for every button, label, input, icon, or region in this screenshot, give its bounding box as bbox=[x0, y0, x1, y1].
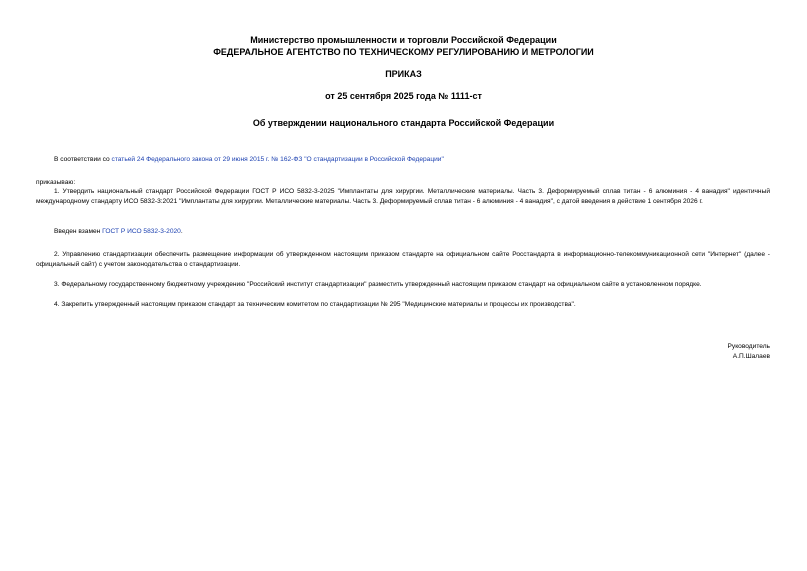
item-1-paragraph: 1. Утвердить национальный стандарт Российской Федерации ГОСТ Р ИСО 5832-3-2025 "Имплантаты для хирургии. Металлические материалы. Часть 3. Деформируемый сплав титан - 6 алюминия - 4 ванадия" идентичный международному стандарту ИСО 5832-3:2021 "Имплантаты для хирургии. Металлические материалы. Часть 3. Деформируемый сплав титан - 6 алюминия - 4 ванадия", с датой введения в действие 1 сентября 2026 г. bbox=[36, 188, 770, 205]
date-number: от 25 сентября 2025 года № 1111-ст bbox=[325, 91, 482, 101]
item-4-paragraph: 4. Закрепить утвержденный настоящим приказом стандарт за техническим комитетом по стандартизации № 295 "Медицинские материалы и процессы их производства". bbox=[54, 301, 576, 308]
ministry-title: Министерство промышленности и торговли Российской Федерации bbox=[250, 35, 557, 45]
item-2-paragraph: 2. Управлению стандартизации обеспечить размещение информации об утвержденном настоящим приказом стандарте на официальном сайте Росстандарта в информационно-телекоммуникационной сети "Интернет" (далее - официальный сайт) с учетом законодательства о стандартизации. bbox=[36, 251, 770, 268]
replacement-paragraph bbox=[36, 227, 770, 237]
doc-type-title: ПРИКАЗ bbox=[385, 69, 422, 79]
replace-prefix: Введен взамен bbox=[54, 228, 103, 235]
item-3-paragraph: 3. Федеральному государственному бюджетному учреждению "Российский институт стандартизации" разместить утвержденный настоящим приказом стандарт на официальном сайте в установленном порядке. bbox=[54, 281, 702, 288]
agency-title: ФЕДЕРАЛЬНОЕ АГЕНТСТВО ПО ТЕХНИЧЕСКОМУ РЕГУЛИРОВАНИЮ И МЕТРОЛОГИИ bbox=[213, 47, 594, 57]
signature-role: Руководитель bbox=[727, 343, 770, 350]
intro-prefix: В соответствии со bbox=[54, 156, 112, 163]
law-article-link[interactable]: статьей 24 Федерального закона от 29 июня 2015 г. № 162-ФЗ "О стандартизации в Российской Федерации" bbox=[111, 156, 444, 163]
replace-suffix: . bbox=[180, 228, 183, 235]
intro-paragraph bbox=[36, 155, 770, 165]
order-word: приказываю: bbox=[36, 179, 76, 186]
replaced-standard-link[interactable]: ГОСТ Р ИСО 5832-3-2020 bbox=[102, 228, 181, 235]
signature-name: А.П.Шалаев bbox=[732, 353, 770, 360]
doc-subject: Об утверждении национального стандарта Российской Федерации bbox=[252, 118, 555, 128]
